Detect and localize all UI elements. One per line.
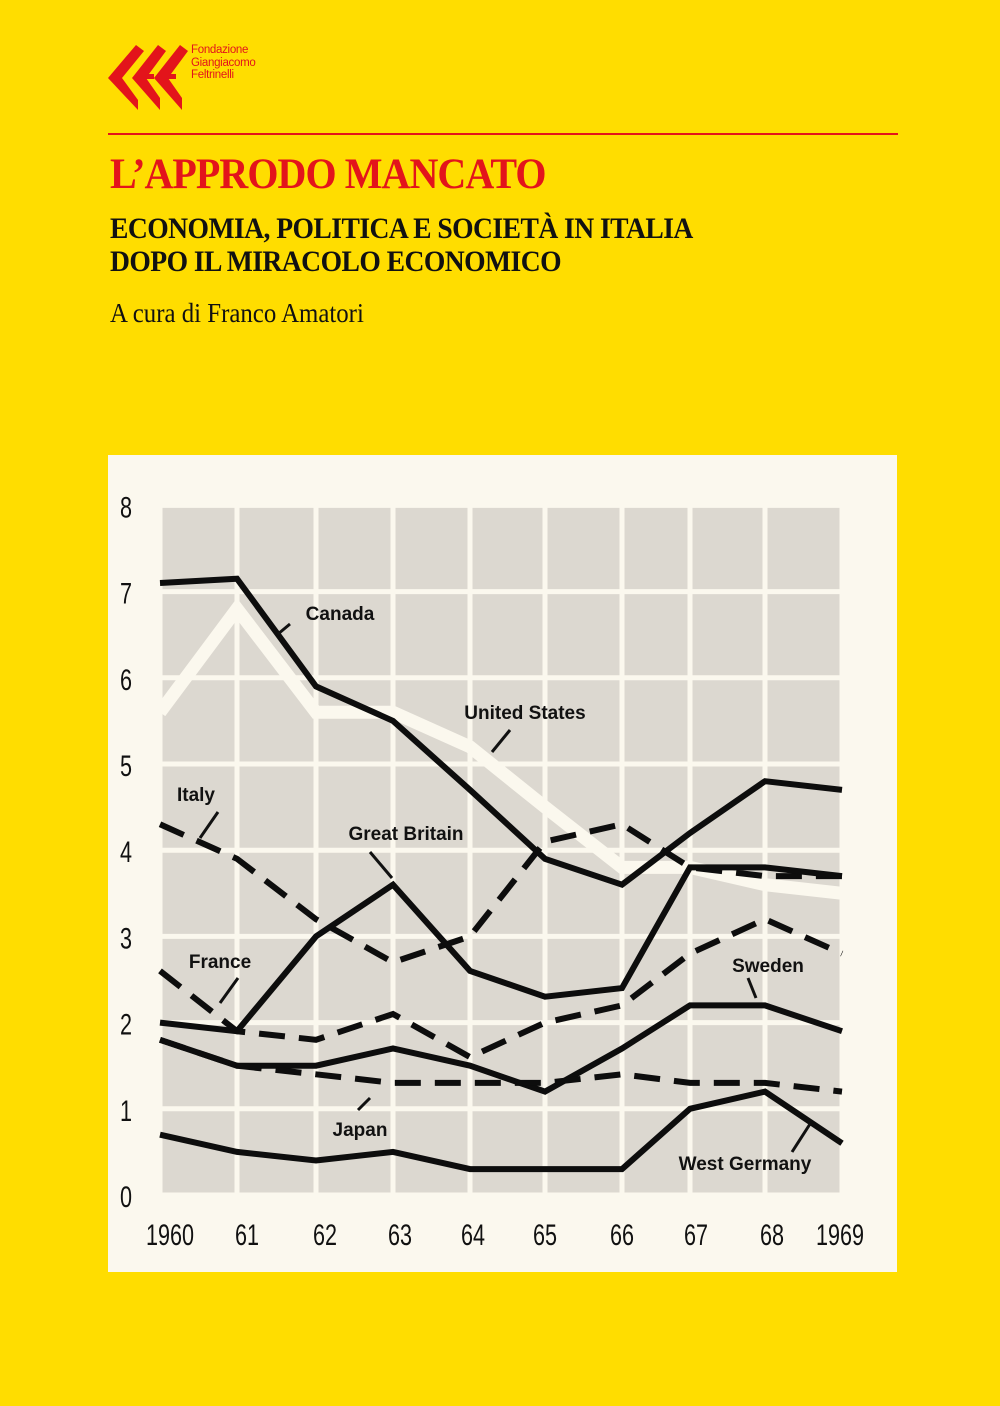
x-tick-label: 1969 bbox=[815, 1217, 865, 1252]
series-label: Canada bbox=[305, 604, 375, 625]
y-tick-label: 0 bbox=[119, 1179, 133, 1214]
series-label: Italy bbox=[176, 785, 216, 806]
series-label: Sweden bbox=[732, 956, 804, 977]
y-tick-label: 6 bbox=[119, 662, 133, 697]
book-title: L’APPRODO MANCATO bbox=[110, 151, 546, 198]
x-tick-label: 61 bbox=[234, 1217, 260, 1252]
publisher-name-line: Fondazione bbox=[191, 44, 249, 56]
y-tick-label: 1 bbox=[119, 1093, 133, 1128]
series-label: Japan bbox=[332, 1120, 388, 1141]
subtitle-line: DOPO IL MIRACOLO ECONOMICO bbox=[110, 245, 562, 278]
x-tick-label: 1960 bbox=[145, 1217, 195, 1252]
y-tick-label: 7 bbox=[119, 576, 133, 611]
y-tick-label: 4 bbox=[119, 834, 133, 870]
series-label: West Germany bbox=[678, 1154, 812, 1175]
series-label: Great Britain bbox=[348, 824, 464, 845]
y-tick-label: 5 bbox=[119, 748, 133, 783]
x-tick-label: 67 bbox=[683, 1217, 709, 1252]
x-tick-label: 65 bbox=[532, 1217, 558, 1252]
book-editor: A cura di Franco Amatori bbox=[110, 298, 364, 328]
x-tick-label: 62 bbox=[312, 1217, 338, 1252]
publisher-name-line: Giangiacomo bbox=[191, 56, 256, 69]
x-tick-label: 66 bbox=[609, 1217, 635, 1252]
x-tick-label: 68 bbox=[759, 1217, 785, 1252]
y-tick-label: 2 bbox=[119, 1007, 133, 1042]
subtitle-line: ECONOMIA, POLITICA E SOCIETÀ IN ITALIA bbox=[110, 212, 693, 245]
series-label: United States bbox=[464, 703, 586, 724]
y-tick-label: 3 bbox=[119, 920, 133, 956]
y-tick-label: 8 bbox=[119, 489, 133, 525]
x-tick-label: 63 bbox=[387, 1217, 413, 1252]
x-tick-label: 64 bbox=[460, 1217, 486, 1252]
publisher-name-line: Feltrinelli bbox=[191, 69, 234, 81]
series-label: France bbox=[188, 952, 252, 973]
